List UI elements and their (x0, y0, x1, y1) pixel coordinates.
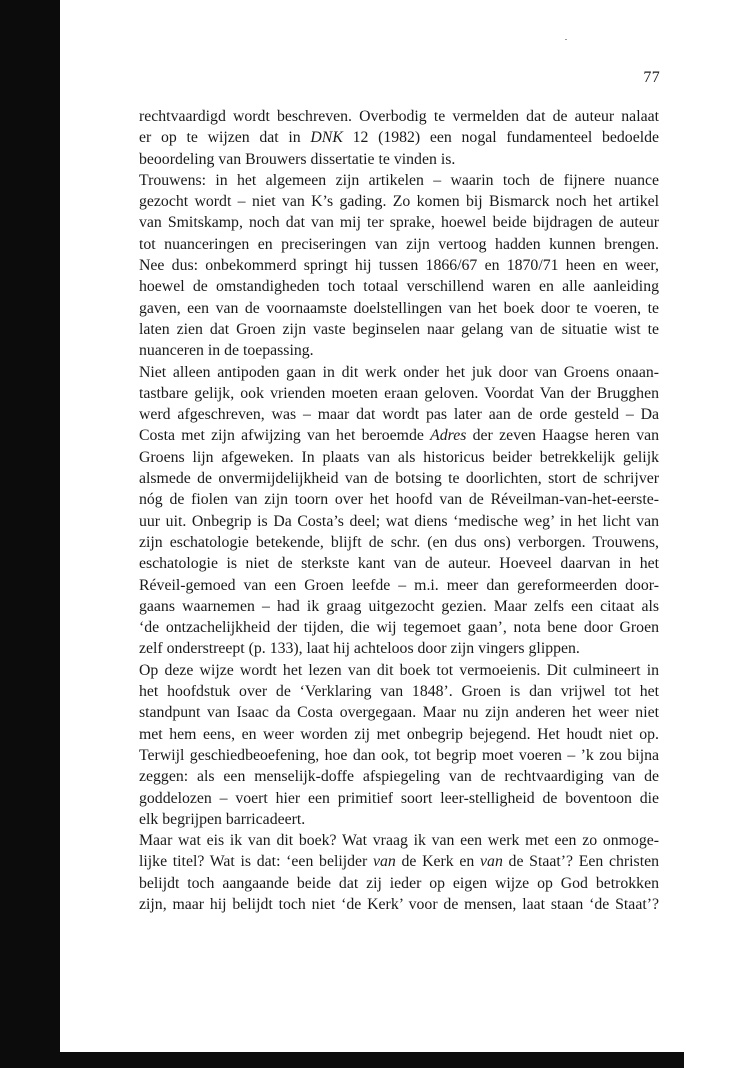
text-segment: de Kerk en (395, 853, 481, 871)
text-line: uur uit. Onbegrip is Da Costa’s deel; wat diens ‘medische weg’ in het licht van (139, 512, 659, 530)
scan-bottom-border (60, 1052, 684, 1068)
body-text (139, 106, 659, 915)
text-line: standpunt van Isaac da Costa overgegaan. Maar nu zijn anderen het weer niet (139, 704, 659, 722)
page-number: 77 (643, 69, 660, 86)
text-line: Groens lijn afgeweken. In plaats van als historicus beider betrekkelijk gelijk (139, 448, 659, 466)
text-line (139, 127, 659, 148)
text-segment: lijke titel? Wat is dat: ‘een belijder (139, 853, 373, 871)
italic-segment: Adres (430, 427, 467, 445)
text-line: rechtvaardigd wordt beschreven. Overbodig te vermelden dat de auteur nalaat (139, 108, 659, 125)
text-line: elk begrijpen barricadeert. (139, 810, 306, 828)
text-line: tastbare gelijk, ook vrienden moeten eraan geloven. Voordat Van der Brugghen (139, 384, 659, 402)
text-line (139, 851, 659, 872)
text-line: nóg de fiolen van zijn toorn over het hoofd van de Réveilman-van-het-eerste- (139, 491, 659, 509)
text-line: gezocht wordt – niet van K’s gading. Zo komen bij Bismarck noch het artikel (139, 193, 659, 211)
text-line: ‘de ontzachelijkheid der tijden, die wij tegemoet gaan’, nota bene door Groen (139, 619, 659, 637)
text-line: Trouwens: in het algemeen zijn artikelen – waarin toch de fijnere nuance (139, 171, 659, 189)
text-line: zijn eschatologie betekende, blijft de schr. (en dus ons) verborgen. Trouwens, (139, 533, 659, 551)
text-line: alsmede de onvermijdelijkheid van de botsing te doorlichten, stort de schrijver (139, 470, 659, 488)
scan-speck (565, 39, 567, 40)
text-segment: de Staat’? Een christen (502, 853, 659, 871)
text-line: Nee dus: onbekommerd springt hij tussen 1866/67 en 1870/71 heen en weer, (139, 257, 659, 275)
text-line: met hem eens, en weer worden zij met onbegrip bejegend. Het houdt niet op. (139, 725, 659, 743)
text-segment: Costa met zijn afwijzing van het beroemde (139, 427, 431, 445)
text-line: Op deze wijze wordt het lezen van dit boek tot vermoeienis. Dit culmineert in (139, 661, 659, 679)
italic-segment: van (373, 853, 396, 871)
text-line (139, 425, 659, 446)
text-segment: er op te wijzen dat in (139, 129, 311, 147)
text-line: hoewel de omstandigheden toch totaal verschillend waren en alle aanleiding (139, 278, 659, 296)
text-line: Niet alleen antipoden gaan in dit werk onder het juk door van Groens onaan- (139, 363, 659, 381)
text-line: van Smitskamp, noch dat van mij ter sprake, hoewel beide bijdragen de auteur (139, 214, 659, 232)
text-line: Maar wat eis ik van dit boek? Wat vraag ik van een werk met een zo onmoge- (139, 832, 659, 850)
text-line: Réveil-gemoed van een Groen leefde – m.i. meer dan gereformeerden door- (139, 576, 659, 594)
text-line: zeggen: als een menselijk-doffe afspiegeling van de rechtvaardiging van de (139, 768, 659, 786)
scan-left-border (0, 0, 60, 1068)
text-line: tot nuanceringen en preciseringen van zijn vertoog hadden kunnen brengen. (139, 235, 659, 253)
text-line: zijn, maar hij belijdt toch niet ‘de Kerk’ voor de mensen, laat staan ‘de Staat’? (139, 895, 659, 913)
text-line: beoordeling van Brouwers dissertatie te vinden is. (139, 150, 456, 168)
italic-segment: DNK (310, 129, 343, 147)
text-line: goddelozen – voert hier een primitief soort leer-stelligheid de boventoon die (139, 789, 659, 807)
text-line: zelf onderstreept (p. 133), laat hij achteloos door zijn vingers glippen. (139, 640, 580, 658)
text-line: belijdt toch aangaande beide dat zij ieder op eigen wijze op God betrokken (139, 874, 659, 892)
text-line: werd afgeschreven, was – maar dat wordt pas later aan de orde gesteld – Da (139, 406, 659, 424)
text-line: gaven, een van de voornaamste doelstellingen van het boek door te voeren, te (139, 299, 659, 317)
text-segment: der zeven Haagse heren van (466, 427, 660, 445)
text-line: Terwijl geschiedbeoefening, hoe dan ook, tot begrip moet voeren – ’k zou bijna (139, 746, 659, 764)
text-line: eschatologie is niet de sterkste kant van de auteur. Hoeveel daarvan in het (139, 555, 659, 573)
text-line: laten zien dat Groen zijn vaste beginselen naar gelang van de situatie wist te (139, 320, 659, 338)
text-segment: 12 (1982) een nogal fundamenteel bedoelde (342, 129, 660, 147)
text-line: gaans waarnemen – had ik graag uitgezocht gezien. Maar zelfs een citaat als (139, 597, 659, 615)
text-line: nuanceren in de toepassing. (139, 342, 314, 360)
text-line: het hoofdstuk over de ‘Verklaring van 1848’. Groen is dan vrijwel tot het (139, 683, 659, 701)
italic-segment: van (480, 853, 503, 871)
